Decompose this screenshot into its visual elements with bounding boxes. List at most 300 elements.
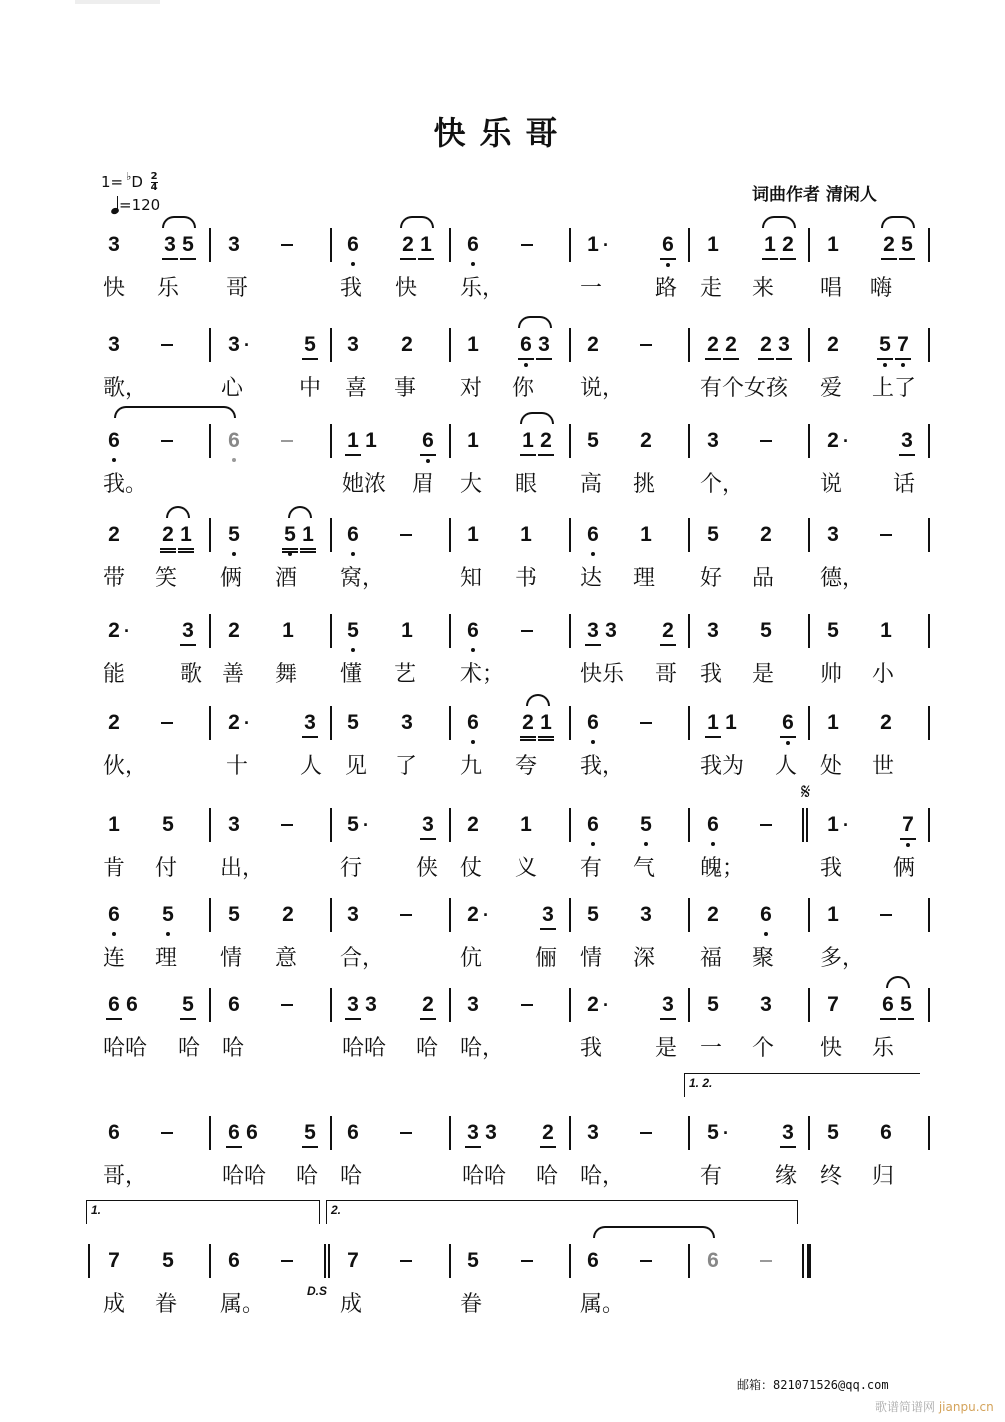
lyric: 哈哈 xyxy=(342,1036,387,1061)
lyric: 哈哈 xyxy=(103,1036,148,1061)
augmentation-dot: · xyxy=(244,713,250,733)
lyric: 深 xyxy=(633,946,656,971)
lyric: 我 xyxy=(580,1036,603,1061)
lyric: 大 xyxy=(460,472,483,497)
note: 1 · xyxy=(827,813,849,836)
note: 3 xyxy=(707,619,719,642)
lyric: 成 xyxy=(340,1292,363,1317)
note: 3 xyxy=(108,333,120,356)
lyric: 伉 xyxy=(460,946,483,971)
lyric: 哈 xyxy=(296,1164,319,1189)
note: 2 xyxy=(282,903,294,926)
lyric: 理 xyxy=(633,566,656,591)
augmentation-dot: · xyxy=(723,1123,729,1143)
sustain-dash xyxy=(521,244,533,246)
note: 6 xyxy=(228,1249,240,1272)
lyric: 俪 xyxy=(535,946,558,971)
note: 5 · xyxy=(347,813,369,836)
barline xyxy=(330,988,332,1022)
note: 5 xyxy=(899,232,915,260)
lyric: 懂 xyxy=(340,662,363,687)
note: 5 xyxy=(827,1121,839,1144)
note: 2 xyxy=(160,522,176,553)
note: 6 xyxy=(126,993,138,1016)
lyric: 她浓 xyxy=(342,472,387,497)
note: 5 xyxy=(587,429,599,452)
lyric: 肯 xyxy=(103,856,126,881)
note: 6 xyxy=(585,812,601,838)
lyric: 心 xyxy=(221,376,244,401)
barline xyxy=(449,228,451,262)
note: 6 xyxy=(106,902,122,928)
barline xyxy=(209,614,211,648)
barline xyxy=(928,328,930,362)
double-barline xyxy=(324,1244,330,1278)
note: 2 · xyxy=(467,903,489,926)
note: 3 xyxy=(465,1120,481,1148)
note: 3 xyxy=(899,428,915,456)
watermark-en: jianpu.cn xyxy=(938,1400,994,1414)
sustain-dash xyxy=(281,1260,293,1262)
note: 3 xyxy=(345,992,361,1020)
lyric: 说， xyxy=(580,376,625,401)
lyric: 见 xyxy=(345,754,368,779)
final-barline xyxy=(802,1244,811,1278)
barline xyxy=(808,988,810,1022)
note: 3 xyxy=(420,812,436,840)
note: 1 xyxy=(880,619,892,642)
sustain-dash xyxy=(880,914,892,916)
sustain-dash xyxy=(400,1260,412,1262)
note: 1 xyxy=(762,232,778,260)
augmentation-dot: · xyxy=(843,815,849,835)
lyric: 有个女孩 xyxy=(700,376,789,401)
note: 2 xyxy=(520,710,536,741)
lyric: 意 xyxy=(275,946,298,971)
volta-bracket: 1. xyxy=(86,1200,320,1224)
lyric: 快 xyxy=(820,1036,843,1061)
lyric: 酒 xyxy=(275,566,298,591)
sustain-dash xyxy=(640,344,652,346)
sustain-dash xyxy=(640,722,652,724)
note: 6 xyxy=(705,812,721,838)
lyric: 侠 xyxy=(416,856,439,881)
lyric: 人 xyxy=(300,754,323,779)
note: 3 xyxy=(228,233,240,256)
note: 6 xyxy=(106,992,122,1020)
note: 1 xyxy=(300,522,316,553)
barline xyxy=(569,228,571,262)
barline xyxy=(688,328,690,362)
lyric: 快 xyxy=(395,276,418,301)
barline xyxy=(330,328,332,362)
lyric: 行 xyxy=(340,856,363,881)
lyric: 处 xyxy=(820,754,843,779)
note: 6 xyxy=(585,522,601,548)
lyric: 情 xyxy=(220,946,243,971)
dal-segno-mark: D.S xyxy=(307,1284,328,1298)
note: 6 xyxy=(585,710,601,736)
augmentation-dot: · xyxy=(483,905,489,925)
sustain-dash xyxy=(760,824,772,826)
score-line xyxy=(0,1248,1005,1338)
lyric: 嗨 xyxy=(870,276,893,301)
quarter-note-icon xyxy=(111,196,119,214)
lyric: 哈哈 xyxy=(222,1164,267,1189)
barline xyxy=(330,706,332,740)
lyric: 上了 xyxy=(872,376,917,401)
lyric: 达 xyxy=(580,566,603,591)
tie-slur xyxy=(518,316,552,328)
barline xyxy=(928,808,930,842)
lyric: 人 xyxy=(775,754,798,779)
note: 5 xyxy=(877,332,893,360)
lyric: 夸 xyxy=(515,754,538,779)
note: 3 xyxy=(467,993,479,1016)
barline xyxy=(449,898,451,932)
lyric: 能 xyxy=(103,662,126,687)
note: 1 xyxy=(725,711,737,734)
lyric: 德， xyxy=(820,566,865,591)
lyric: 来 xyxy=(752,276,775,301)
note: 3 xyxy=(347,903,359,926)
note: 6 xyxy=(587,1249,599,1272)
barline xyxy=(569,808,571,842)
note: 2 xyxy=(760,523,772,546)
sustain-dash xyxy=(760,440,772,442)
note: 2 · xyxy=(108,619,130,642)
sustain-dash xyxy=(400,1132,412,1134)
note: 5 xyxy=(827,619,839,642)
note: 1 · xyxy=(587,233,609,256)
note: 1 xyxy=(827,903,839,926)
note: 5 xyxy=(760,619,772,642)
barline xyxy=(688,706,690,740)
barline xyxy=(449,518,451,552)
note: 1 xyxy=(365,429,377,452)
barline xyxy=(449,988,451,1022)
note: 5 xyxy=(347,711,359,734)
sustain-dash xyxy=(521,1260,533,1262)
note: 3 xyxy=(536,332,552,360)
barline xyxy=(330,898,332,932)
barline xyxy=(688,424,690,458)
note: 1 xyxy=(467,523,479,546)
score-line xyxy=(0,1120,1005,1210)
sustain-dash xyxy=(281,440,293,442)
note: 2 xyxy=(420,992,436,1020)
sustain-dash xyxy=(521,1004,533,1006)
barline xyxy=(688,228,690,262)
score-line xyxy=(0,428,1005,518)
lyric: 爱 xyxy=(820,376,843,401)
barline xyxy=(209,328,211,362)
lyric: 有 xyxy=(700,1164,723,1189)
watermark-cn: 歌谱简谱网 xyxy=(875,1400,936,1414)
note: 6 xyxy=(880,1121,892,1144)
lyric: 是 xyxy=(752,662,775,687)
tie-slur xyxy=(593,1226,715,1238)
sustain-dash xyxy=(161,1132,173,1134)
barline xyxy=(449,1116,451,1150)
barline xyxy=(928,518,930,552)
barline xyxy=(209,808,211,842)
lyric: 唱 xyxy=(820,276,843,301)
note: 1 xyxy=(827,233,839,256)
note: 6 xyxy=(465,618,481,644)
note: 3 xyxy=(162,232,178,260)
lyric: 好 xyxy=(700,566,723,591)
note: 7 xyxy=(827,993,839,1016)
barline xyxy=(808,424,810,458)
note: 6 xyxy=(465,232,481,258)
barline xyxy=(330,1116,332,1150)
note: 5 xyxy=(228,903,240,926)
note: 5 xyxy=(302,1120,318,1148)
note: 2 xyxy=(880,711,892,734)
note: 3 xyxy=(780,1120,796,1148)
barline xyxy=(209,228,211,262)
lyric: 哥 xyxy=(655,662,678,687)
tie-slur xyxy=(762,216,796,228)
note: 6 xyxy=(660,232,676,260)
note: 2 xyxy=(467,813,479,836)
note: 6 xyxy=(518,332,534,360)
note: 2 xyxy=(780,232,796,260)
barline xyxy=(688,988,690,1022)
note: 7 xyxy=(347,1249,359,1272)
note: 2 · xyxy=(228,711,250,734)
lyric: 九 xyxy=(460,754,483,779)
lyric: 挑 xyxy=(633,472,656,497)
note: 2 xyxy=(758,332,774,360)
lyric: 魄； xyxy=(700,856,745,881)
tie-slur xyxy=(114,406,236,418)
lyric: 话 xyxy=(893,472,916,497)
lyric: 义 xyxy=(515,856,538,881)
note: 3 xyxy=(401,711,413,734)
barline xyxy=(330,614,332,648)
lyric: 哈哈 xyxy=(462,1164,507,1189)
lyric: 我 xyxy=(700,662,723,687)
lyric: 小 xyxy=(872,662,895,687)
note: 2 xyxy=(400,232,416,260)
barline xyxy=(808,228,810,262)
lyric: 笑 xyxy=(155,566,178,591)
note: 1 xyxy=(520,813,532,836)
note: 1 xyxy=(520,428,536,456)
note: 5 xyxy=(345,618,361,644)
barline xyxy=(688,1244,690,1278)
note: 5 · xyxy=(707,1121,729,1144)
lyric: 眼 xyxy=(515,472,538,497)
lyric: 舞 xyxy=(275,662,298,687)
lyric: 我 xyxy=(820,856,843,881)
lyric: 伙， xyxy=(103,754,148,779)
note: 5 xyxy=(160,902,176,928)
sustain-dash xyxy=(161,440,173,442)
note: 2 xyxy=(228,619,240,642)
lyric: 哥， xyxy=(103,1164,148,1189)
sustain-dash xyxy=(281,824,293,826)
note: 3 xyxy=(485,1121,497,1144)
lyric: 属。 xyxy=(580,1292,625,1317)
note: 3 xyxy=(347,333,359,356)
sustain-dash xyxy=(760,1260,772,1262)
note: 1 xyxy=(418,232,434,260)
sustain-dash xyxy=(400,534,412,536)
lyric: 眉 xyxy=(412,472,435,497)
volta-bracket: 2. xyxy=(326,1200,798,1224)
note: 6 xyxy=(228,993,240,1016)
lyric: 一 xyxy=(580,276,603,301)
note: 2 xyxy=(587,333,599,356)
note: 3 xyxy=(605,619,617,642)
barline xyxy=(209,706,211,740)
tempo-value: =120 xyxy=(119,196,161,214)
lyric: 高 xyxy=(580,472,603,497)
lyric: 术； xyxy=(460,662,505,687)
tie-slur xyxy=(162,216,196,228)
sustain-dash xyxy=(521,630,533,632)
score-line xyxy=(0,902,1005,992)
barline xyxy=(449,424,451,458)
sustain-dash xyxy=(640,1132,652,1134)
barline xyxy=(928,988,930,1022)
barline xyxy=(449,706,451,740)
lyric: 了 xyxy=(395,754,418,779)
barline xyxy=(209,518,211,552)
note: 6 xyxy=(345,232,361,258)
lyric: 哈 xyxy=(536,1164,559,1189)
note: 5 xyxy=(226,522,242,548)
note: 2 xyxy=(881,232,897,260)
lyric: 多， xyxy=(820,946,865,971)
lyric: 艺 xyxy=(394,662,417,687)
lyric: 眷 xyxy=(460,1292,483,1317)
flat-sign-icon: ♭ xyxy=(126,170,132,183)
note: 2 xyxy=(540,1120,556,1148)
note: 3 xyxy=(707,429,719,452)
barline xyxy=(808,706,810,740)
augmentation-dot: · xyxy=(363,815,369,835)
contact-email: 邮箱：821071526@qq.com xyxy=(737,1378,889,1392)
lyric: 知 xyxy=(460,566,483,591)
sustain-dash xyxy=(400,914,412,916)
lyric: 终 xyxy=(820,1164,843,1189)
augmentation-dot: · xyxy=(843,431,849,451)
barline xyxy=(808,614,810,648)
lyric: 哥 xyxy=(226,276,249,301)
lyric: 有 xyxy=(580,856,603,881)
note: 3 xyxy=(302,710,318,738)
lyric: 我， xyxy=(580,754,625,779)
lyric: 仗 xyxy=(460,856,483,881)
lyric: 书 xyxy=(515,566,538,591)
score-line xyxy=(0,992,1005,1082)
note: 3 xyxy=(587,1121,599,1144)
note: 3 xyxy=(365,993,377,1016)
note: 1 xyxy=(520,523,532,546)
note: 3 xyxy=(180,618,196,646)
lyric: 哈 xyxy=(416,1036,439,1061)
note: 6 xyxy=(226,428,242,454)
barline xyxy=(449,808,451,842)
tempo-marking xyxy=(111,196,160,214)
note: 7 xyxy=(895,332,911,360)
lyric: 窝， xyxy=(340,566,385,591)
lyric: 路 xyxy=(655,276,678,301)
lyric: 你 xyxy=(512,376,535,401)
note: 2 xyxy=(660,618,676,646)
note: 1 xyxy=(282,619,294,642)
barline xyxy=(330,518,332,552)
note: 5 xyxy=(898,992,914,1020)
lyric: 喜 xyxy=(345,376,368,401)
lyric: 缘 xyxy=(775,1164,798,1189)
barline xyxy=(449,328,451,362)
note: 5 xyxy=(180,992,196,1020)
segno-icon: 𝄋 xyxy=(801,780,811,805)
note: 1 xyxy=(401,619,413,642)
barline xyxy=(569,988,571,1022)
key-signature xyxy=(101,170,158,193)
barline xyxy=(330,808,332,842)
lyric: 俩 xyxy=(893,856,916,881)
top-edge-artifact xyxy=(75,0,160,4)
barline xyxy=(209,1244,211,1278)
note: 1 xyxy=(707,233,719,256)
note: 3 xyxy=(540,902,556,930)
lyric: 连 xyxy=(103,946,126,971)
note: 2 xyxy=(401,333,413,356)
augmentation-dot: · xyxy=(603,995,609,1015)
lyric: 中 xyxy=(299,376,322,401)
lyric: 歌 xyxy=(180,662,203,687)
note: 3 xyxy=(585,618,601,646)
barline xyxy=(928,228,930,262)
sustain-dash xyxy=(880,534,892,536)
lyric: 情 xyxy=(580,946,603,971)
note: 6 xyxy=(345,522,361,548)
lyric: 哈 xyxy=(340,1164,363,1189)
time-signature: $\frac{2}{4}$ xyxy=(150,171,158,193)
sustain-dash xyxy=(161,344,173,346)
note: 1 xyxy=(538,710,554,741)
note: 5 xyxy=(180,232,196,260)
lyric: 付 xyxy=(155,856,178,881)
note: 1 xyxy=(827,711,839,734)
note: 3 xyxy=(827,523,839,546)
note: 5 xyxy=(302,332,318,360)
score-line xyxy=(0,710,1005,800)
note: 2 xyxy=(705,332,721,360)
note: 6 xyxy=(246,1121,258,1144)
note: 1 xyxy=(108,813,120,836)
augmentation-dot: · xyxy=(244,335,250,355)
note: 2 xyxy=(723,332,739,360)
note: 3 xyxy=(640,903,652,926)
augmentation-dot: · xyxy=(603,235,609,255)
lyric: 带 xyxy=(103,566,126,591)
lyric: 气 xyxy=(633,856,656,881)
lyric: 俩 xyxy=(220,566,243,591)
note: 3 xyxy=(760,993,772,1016)
note: 6 xyxy=(106,428,122,454)
key-prefix: 1= xyxy=(101,173,124,191)
note: 6 xyxy=(880,992,896,1020)
lyric: 聚 xyxy=(752,946,775,971)
